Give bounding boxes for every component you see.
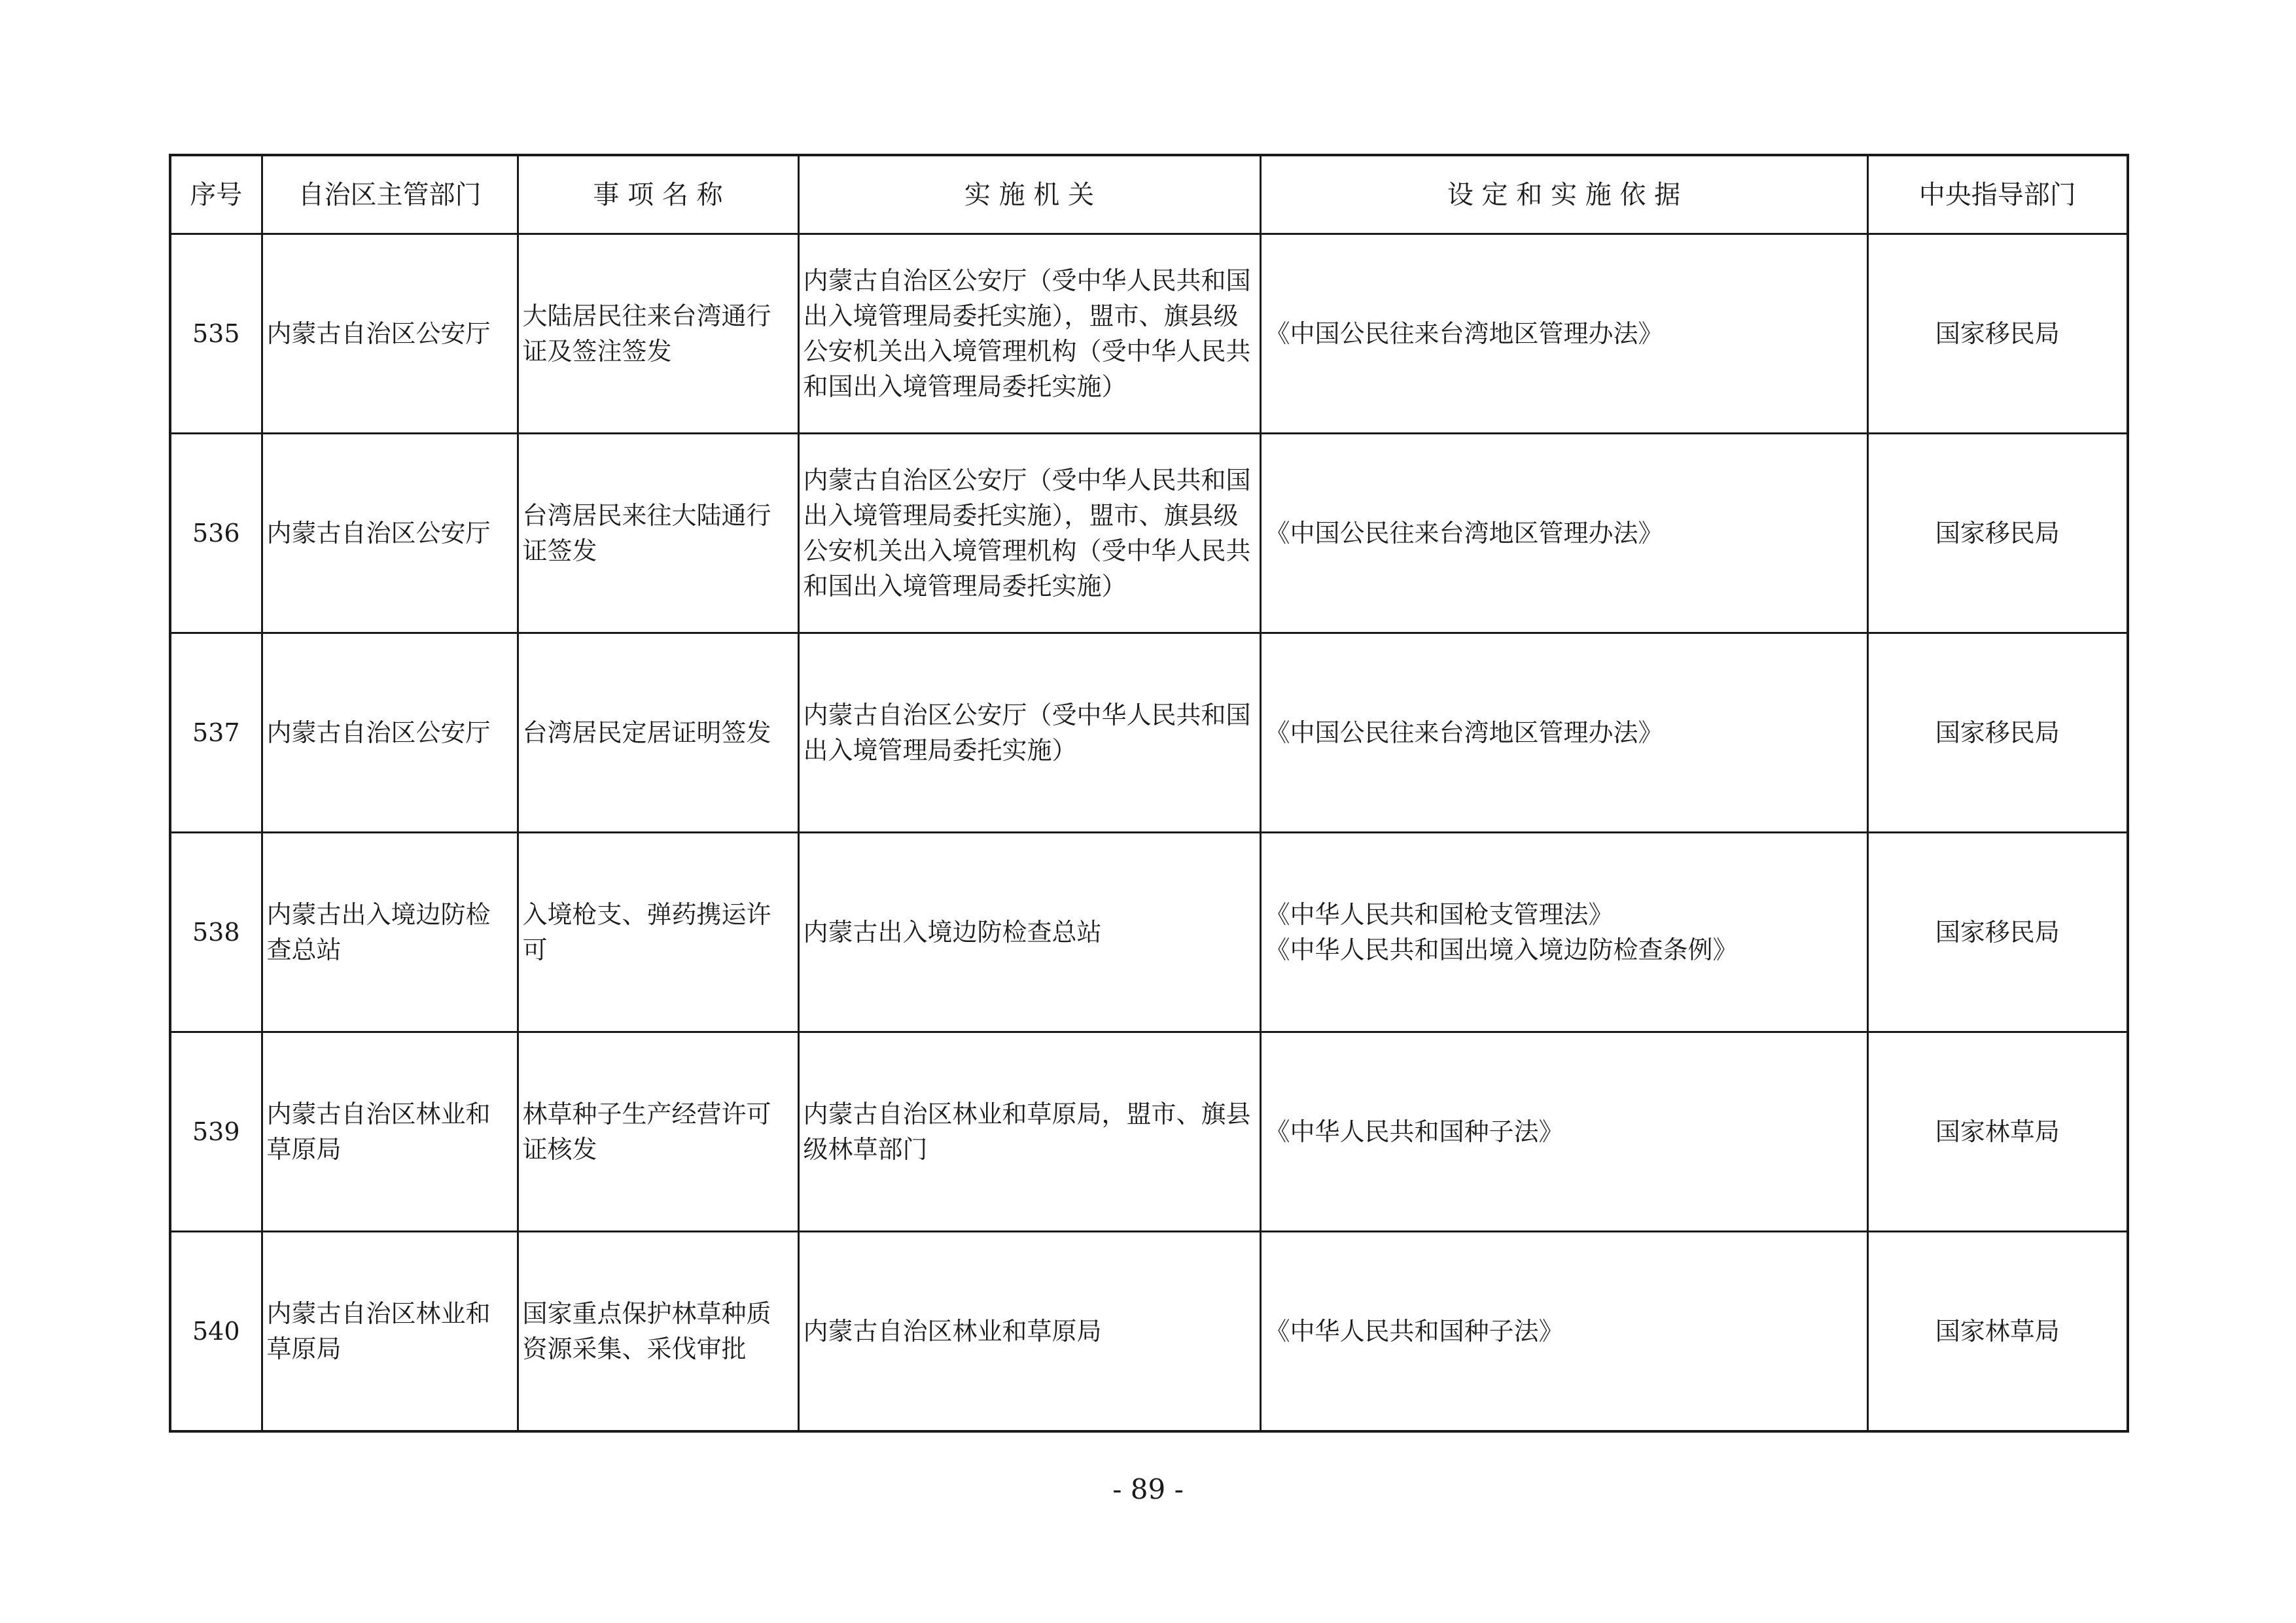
cell-basis [1260, 1032, 1867, 1232]
table-row [170, 1232, 2128, 1432]
table-row [170, 1032, 2128, 1232]
cell-item: 台湾居民来往大陆通行证签发 [518, 434, 798, 633]
cell-index: 538 [170, 833, 262, 1032]
cell-index: 539 [170, 1032, 262, 1232]
table-row [170, 234, 2128, 434]
table-body [170, 234, 2128, 1432]
cell-item: 国家重点保护林草种质资源采集、采伐审批 [518, 1232, 798, 1432]
cell-item: 林草种子生产经营许可证核发 [518, 1032, 798, 1232]
header-item: 事 项 名 称 [518, 155, 798, 234]
table-header [170, 155, 2128, 234]
cell-item: 台湾居民定居证明签发 [518, 633, 798, 833]
cell-dept: 内蒙古出入境边防检查总站 [262, 833, 518, 1032]
cell-item: 入境枪支、弹药携运许可 [518, 833, 798, 1032]
cell-basis [1260, 833, 1867, 1032]
header-row [170, 155, 2128, 234]
cell-basis [1260, 1232, 1867, 1432]
table-row [170, 434, 2128, 633]
administrative-items-table [169, 154, 2129, 1433]
header-org: 实 施 机 关 [798, 155, 1260, 234]
basis-line: 《中华人民共和国种子法》 [1265, 1317, 1564, 1346]
cell-central: 国家移民局 [1867, 833, 2128, 1032]
basis-line: 《中国公民往来台湾地区管理办法》 [1265, 718, 1663, 747]
cell-central: 国家移民局 [1867, 434, 2128, 633]
cell-central: 国家林草局 [1867, 1232, 2128, 1432]
cell-index: 535 [170, 234, 262, 434]
cell-dept: 内蒙古自治区林业和草原局 [262, 1032, 518, 1232]
cell-index: 536 [170, 434, 262, 633]
cell-org: 内蒙古自治区公安厅（受中华人民共和国出入境管理局委托实施） [798, 633, 1260, 833]
cell-index: 537 [170, 633, 262, 833]
cell-index: 540 [170, 1232, 262, 1432]
header-index: 序号 [170, 155, 262, 234]
cell-central: 国家林草局 [1867, 1032, 2128, 1232]
header-central: 中央指导部门 [1867, 155, 2128, 234]
cell-org: 内蒙古自治区公安厅（受中华人民共和国出入境管理局委托实施），盟市、旗县级公安机关出入境管理机构（受中华人民共和国出入境管理局委托实施） [798, 234, 1260, 434]
basis-line: 《中华人民共和国种子法》 [1265, 1117, 1564, 1146]
header-dept: 自治区主管部门 [262, 155, 518, 234]
cell-org: 内蒙古自治区公安厅（受中华人民共和国出入境管理局委托实施），盟市、旗县级公安机关出入境管理机构（受中华人民共和国出入境管理局委托实施） [798, 434, 1260, 633]
cell-dept: 内蒙古自治区公安厅 [262, 234, 518, 434]
cell-basis [1260, 633, 1867, 833]
cell-item: 大陆居民往来台湾通行证及签注签发 [518, 234, 798, 434]
cell-dept: 内蒙古自治区公安厅 [262, 633, 518, 833]
page-number: - 89 - [1112, 1473, 1184, 1505]
cell-basis [1260, 234, 1867, 434]
cell-dept: 内蒙古自治区公安厅 [262, 434, 518, 633]
cell-org: 内蒙古自治区林业和草原局 [798, 1232, 1260, 1432]
basis-line: 《中国公民往来台湾地区管理办法》 [1265, 319, 1663, 348]
basis-line: 《中国公民往来台湾地区管理办法》 [1265, 519, 1663, 548]
basis-line: 《中华人民共和国枪支管理法》 [1265, 900, 1614, 929]
cell-basis [1260, 434, 1867, 633]
basis-line: 《中华人民共和国出境入境边防检查条例》 [1265, 935, 1738, 964]
cell-dept: 内蒙古自治区林业和草原局 [262, 1232, 518, 1432]
table-row [170, 833, 2128, 1032]
cell-org: 内蒙古自治区林业和草原局，盟市、旗县级林草部门 [798, 1032, 1260, 1232]
cell-central: 国家移民局 [1867, 633, 2128, 833]
header-basis: 设 定 和 实 施 依 据 [1260, 155, 1867, 234]
cell-org: 内蒙古出入境边防检查总站 [798, 833, 1260, 1032]
cell-central: 国家移民局 [1867, 234, 2128, 434]
table-row [170, 633, 2128, 833]
